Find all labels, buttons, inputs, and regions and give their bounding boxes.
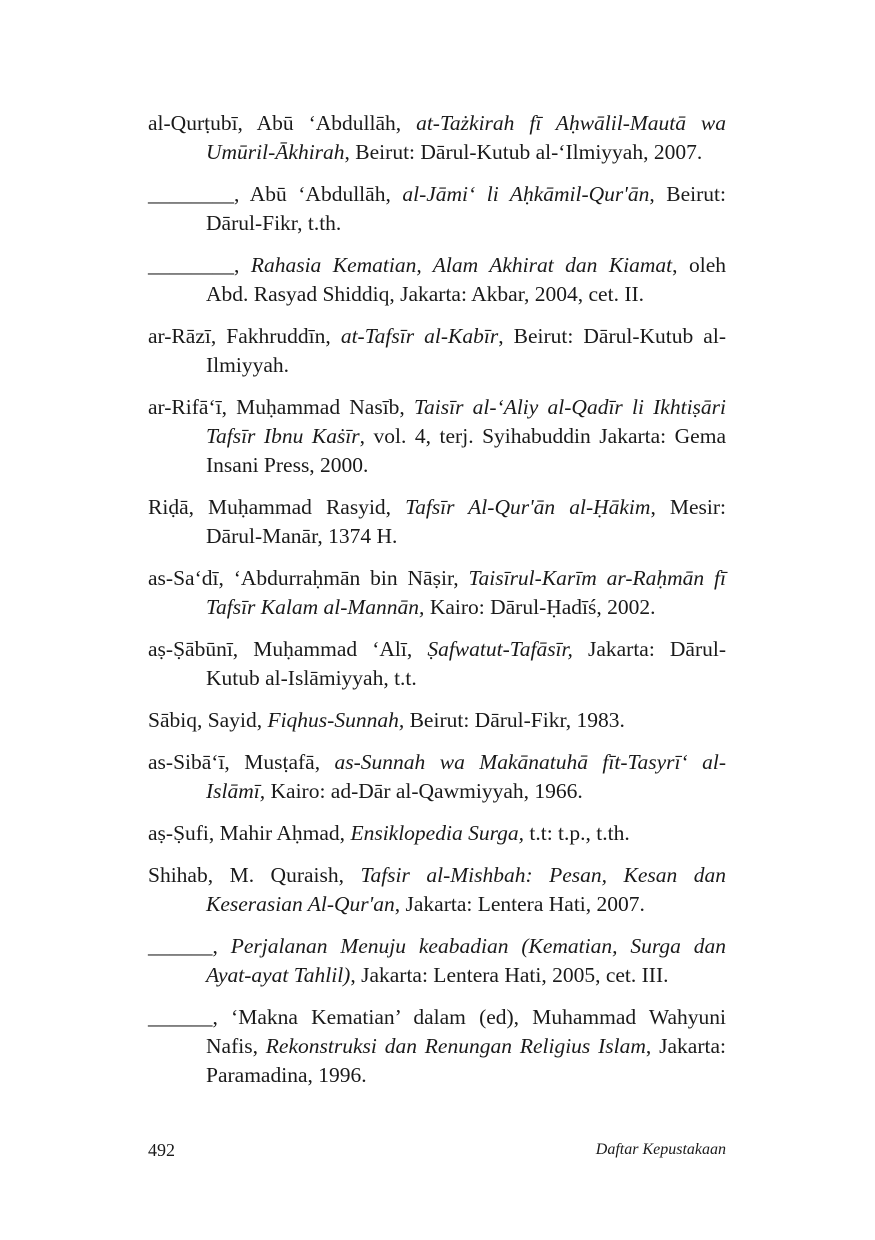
bibliography-entry: aṣ-Ṣābūnī, Muḥammad ‘Alī, Ṣafwatut-Tafāsīr, Jakarta: Dārul-Kutub al-Islāmiyyah, t.t. bbox=[148, 637, 727, 690]
bibliography-entry: Riḍā, Muḥammad Rasyid, Tafsīr Al-Qur'ān al-Ḥākim, Mesir: Dārul-Manār, 1374 H. bbox=[148, 495, 726, 548]
bibliography-entry: al-Qurṭubī, Abū ‘Abdullāh, at-Tażkirah fī Aḥwālil-Mautā wa Umūril-Ākhirah, Beirut: Dārul-Kutub al-‘Ilmiyyah, 2007. bbox=[148, 111, 726, 164]
bibliography-entry: ar-Rifā‘ī, Muḥammad Nasīb, Taisīr al-‘Aliy al-Qadīr li Ikhtiṣāri Tafsīr Ibnu Kaṡīr, vol. 4, terj. Syihabuddin Jakarta: Gema Insani Press, 2000. bbox=[148, 395, 727, 477]
bibliography-entry: ________, Rahasia Kematian, Alam Akhirat dan Kiamat, oleh Abd. Rasyad Shiddiq, Jakarta: Akbar, 2004, cet. II. bbox=[148, 253, 726, 306]
bibliography-entry: as-Sa‘dī, ‘Abdurraḥmān bin Nāṣir, Taisīrul-Karīm ar-Raḥmān fī Tafsīr Kalam al-Mannān, Kairo: Dārul-Ḥadīś, 2002. bbox=[148, 566, 726, 619]
bibliography-entry: Sābiq, Sayid, Fiqhus-Sunnah, Beirut: Dārul-Fikr, 1983. bbox=[148, 708, 625, 732]
bibliography-entry: ar-Rāzī, Fakhruddīn, at-Tafsīr al-Kabīr, Beirut: Dārul-Kutub al-Ilmiyyah. bbox=[148, 324, 726, 377]
bibliography-entry: ______, ‘Makna Kematian’ dalam (ed), Muhammad Wahyuni Nafis, Rekonstruksi dan Renungan Religius Islam, Jakarta: Paramadina, 1996. bbox=[148, 1005, 726, 1087]
bibliography-list bbox=[148, 109, 726, 1103]
bibliography-entry: Shihab, M. Quraish, Tafsir al-Mishbah: Pesan, Kesan dan Keserasian Al-Qur'an, Jakarta: Lentera Hati, 2007. bbox=[148, 863, 726, 916]
bibliography-entry: aṣ-Ṣufi, Mahir Aḥmad, Ensiklopedia Surga, t.t: t.p., t.th. bbox=[148, 821, 630, 845]
page-footer bbox=[148, 1138, 726, 1162]
running-title: Daftar Kepustakaan bbox=[595, 1141, 726, 1158]
page-number: 492 bbox=[148, 1140, 175, 1160]
bibliography-entry: ______, Perjalanan Menuju keabadian (Kematian, Surga dan Ayat-ayat Tahlil), Jakarta: Lentera Hati, 2005, cet. III. bbox=[148, 934, 727, 987]
bibliography-entry: ________, Abū ‘Abdullāh, al-Jāmi‘ li Aḥkāmil-Qur'ān, Beirut: Dārul-Fikr, t.th. bbox=[148, 182, 726, 235]
bibliography-entry: as-Sibā‘ī, Musṭafā, as-Sunnah wa Makānatuhā fīt-Tasyrī‘ al-Islāmī, Kairo: ad-Dār al-Qawmiyyah, 1966. bbox=[148, 750, 726, 803]
